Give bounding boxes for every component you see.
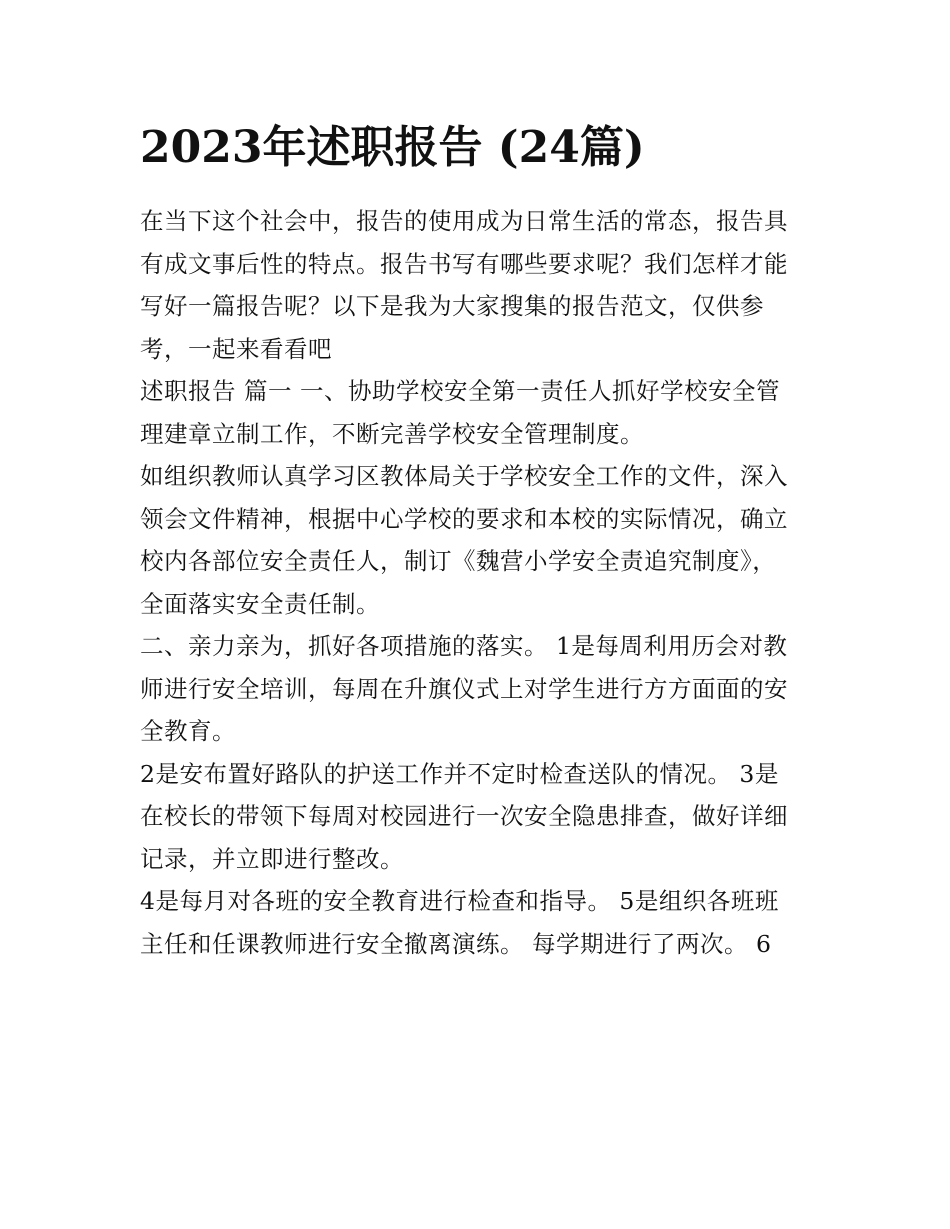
text-line: 领会文件精神，根据中心学校的要求和本校的实际情况，确立 <box>140 504 788 533</box>
text-line: 全教育。 <box>140 717 236 745</box>
document-body <box>140 200 820 965</box>
document-title: 2023年述职报告 (24篇) <box>140 122 645 173</box>
text-line: 师进行安全培训，每周在升旗仪式上对学生进行方方面面的安 <box>140 674 788 703</box>
text-line: 考，一起来看看吧 <box>140 334 332 363</box>
text-line: 在当下这个社会中，报告的使用成为日常生活的常态，报告具 <box>140 207 788 235</box>
paragraph-section-2-item-2 <box>140 753 820 881</box>
paragraph-intro <box>140 200 820 370</box>
paragraph-section-1 <box>140 370 820 455</box>
text-line: 述职报告 篇一 一、协助学校安全第一责任人抓好学校安全管 <box>140 377 780 405</box>
text-line: 有成文事后性的特点。报告书写有哪些要求呢？我们怎样才能 <box>140 249 788 278</box>
text-line: 全面落实安全责任制。 <box>140 589 380 618</box>
text-line: 写好一篇报告呢？以下是我为大家搜集的报告范文，仅供参 <box>140 292 764 320</box>
text-line: 4是每月对各班的安全教育进行检查和指导。 5是组织各班班 <box>140 887 779 915</box>
text-line: 如组织教师认真学习区教体局关于学校安全工作的文件，深入 <box>140 462 788 490</box>
text-line: 理建章立制工作，不断完善学校安全管理制度。 <box>140 419 644 448</box>
text-line: 记录，并立即进行整改。 <box>140 844 404 873</box>
text-line: 主任和任课教师进行安全撤离演练。 每学期进行了两次。 6 <box>140 929 772 958</box>
paragraph-section-2 <box>140 625 820 753</box>
text-line: 校内各部位安全责任人，制订《魏营小学安全责追究制度》， <box>140 547 777 575</box>
paragraph-section-1-detail <box>140 455 820 625</box>
text-line: 在校长的带领下每周对校园进行一次安全隐患排查，做好详细 <box>140 802 788 830</box>
text-line: 二、亲力亲为，抓好各项措施的落实。 1是每周利用历会对教 <box>140 632 788 660</box>
paragraph-section-2-item-4 <box>140 880 820 965</box>
text-line: 2是安布置好路队的护送工作并不定时检查送队的情况。 3是 <box>140 759 779 788</box>
